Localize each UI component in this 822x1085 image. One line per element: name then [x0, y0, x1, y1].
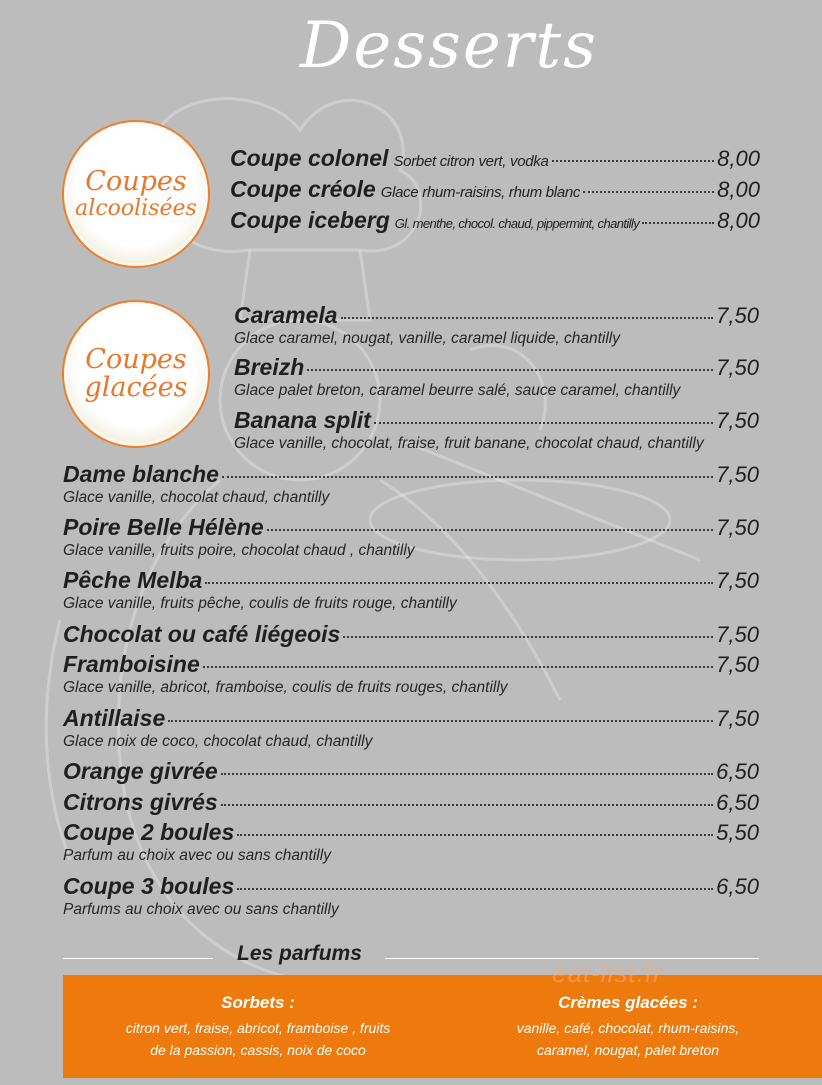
parfums-title: Les parfums — [237, 942, 362, 965]
item-name: Antillaise — [63, 705, 166, 731]
item-price: 7,50 — [716, 622, 759, 647]
badge-line1: Coupes — [85, 343, 187, 375]
item-price: 7,50 — [716, 706, 759, 731]
menu-item-banana-split — [234, 407, 759, 453]
item-price: 7,50 — [716, 303, 759, 328]
item-name: Framboisine — [63, 651, 200, 677]
item-price: 8,00 — [717, 146, 760, 171]
menu-item-coupe-3-boules — [63, 873, 759, 919]
item-desc: Sorbet citron vert, vodka — [393, 153, 549, 170]
item-price: 5,50 — [716, 820, 759, 845]
menu-item-coupe-iceberg — [230, 207, 760, 234]
item-price: 8,00 — [717, 177, 760, 202]
item-name: Coupe colonel — [230, 145, 389, 171]
item-desc: Glace rhum-raisins, rhum blanc — [380, 184, 581, 201]
item-name: Dame blanche — [63, 461, 219, 487]
menu-item-caramela — [234, 302, 759, 348]
item-price: 7,50 — [716, 462, 759, 487]
item-desc: Glace vanille, chocolat, fraise, fruit banane, chocolat chaud, chantilly — [234, 435, 704, 452]
item-desc: Glace vanille, abricot, framboise, coulis de fruits rouges, chantilly — [63, 679, 508, 696]
item-price: 7,50 — [716, 652, 759, 677]
item-name: Pêche Melba — [63, 567, 203, 593]
leader-dots — [343, 636, 713, 638]
item-name: Citrons givrés — [63, 789, 218, 815]
badge-line2: glacées — [84, 372, 188, 403]
cremes-column — [458, 993, 798, 1061]
menu-item-framboisine — [63, 651, 759, 697]
item-desc: Parfums au choix avec ou sans chantilly — [63, 901, 339, 918]
leader-dots — [642, 222, 714, 224]
item-desc: Glace vanille, chocolat chaud, chantilly — [63, 489, 330, 506]
item-price: 7,50 — [716, 355, 759, 380]
item-name: Banana split — [234, 407, 371, 433]
leader-dots — [583, 191, 714, 193]
menu-item-citrons-givres — [63, 789, 759, 816]
leader-dots — [222, 476, 713, 478]
leader-dots — [374, 422, 713, 424]
menu-item-dame-blanche — [63, 461, 759, 507]
item-price: 6,50 — [716, 790, 759, 815]
item-price: 7,50 — [716, 515, 759, 540]
item-desc: Gl. menthe, chocol. chaud, pippermint, chantilly — [394, 216, 640, 231]
leader-dots — [168, 720, 713, 722]
parfums-panel — [63, 975, 822, 1078]
item-name: Coupe 2 boules — [63, 819, 235, 845]
leader-dots — [205, 582, 713, 584]
parfums-header — [0, 940, 822, 974]
menu-item-poire-belle-helene — [63, 514, 759, 560]
leader-dots — [552, 160, 715, 162]
sorbets-line2: de la passion, cassis, noix de coco — [150, 1042, 366, 1058]
leader-dots — [221, 773, 713, 775]
item-name: Chocolat ou café liégeois — [63, 621, 341, 647]
menu-item-coupe-creole — [230, 176, 760, 203]
item-name: Coupe iceberg — [230, 207, 390, 233]
item-price: 6,50 — [716, 759, 759, 784]
menu-item-antillaise — [63, 705, 759, 751]
badge-line1: Coupes — [85, 166, 187, 198]
item-name: Caramela — [234, 302, 338, 328]
item-price: 7,50 — [716, 408, 759, 433]
cremes-line2: caramel, nougat, palet breton — [536, 1042, 720, 1058]
item-name: Orange givrée — [63, 758, 218, 784]
badge-coupes-glacees — [62, 300, 210, 448]
badge-line2: alcoolisées — [75, 195, 197, 221]
cremes-title: Crèmes glacées : — [558, 993, 698, 1012]
item-desc: Glace vanille, fruits poire, chocolat chaud , chantilly — [63, 542, 415, 559]
watermark: eat-list.fr — [552, 958, 663, 988]
item-price: 8,00 — [717, 208, 760, 233]
sorbets-column — [83, 993, 433, 1061]
menu-item-chocolat-cafe-liegeois — [63, 621, 759, 648]
menu-item-coupe-colonel — [230, 145, 760, 172]
item-desc: Parfum au choix avec ou sans chantilly — [63, 847, 331, 864]
item-price: 6,50 — [716, 874, 759, 899]
leader-dots — [203, 666, 713, 668]
menu-item-coupe-2-boules — [63, 819, 759, 865]
item-price: 7,50 — [716, 568, 759, 593]
item-desc: Glace vanille, fruits pêche, coulis de fruits rouge, chantilly — [63, 595, 457, 612]
item-name: Coupe 3 boules — [63, 873, 235, 899]
item-desc: Glace noix de coco, chocolat chaud, chantilly — [63, 733, 373, 750]
leader-dots — [237, 834, 713, 836]
item-desc: Glace palet breton, caramel beurre salé, sauce caramel, chantilly — [234, 382, 681, 399]
menu-item-orange-givree — [63, 758, 759, 785]
leader-dots — [221, 804, 714, 806]
leader-dots — [267, 529, 713, 531]
item-name: Breizh — [234, 354, 305, 380]
sorbets-line1: citron vert, fraise, abricot, framboise , fruits — [125, 1020, 391, 1036]
menu-item-peche-melba — [63, 567, 759, 613]
leader-dots — [307, 369, 713, 371]
leader-dots — [237, 888, 713, 890]
menu-item-breizh — [234, 354, 759, 400]
cremes-line1: vanille, café, chocolat, rhum-raisins, — [516, 1020, 740, 1036]
leader-dots — [341, 317, 714, 319]
item-name: Coupe créole — [230, 176, 376, 202]
page-title: Desserts — [300, 9, 598, 83]
divider-line-left — [63, 958, 213, 959]
item-desc: Glace caramel, nougat, vanille, caramel liquide, chantilly — [234, 330, 620, 347]
sorbets-title: Sorbets : — [221, 993, 295, 1012]
item-name: Poire Belle Hélène — [63, 514, 264, 540]
badge-coupes-alcoolisees — [62, 120, 210, 268]
